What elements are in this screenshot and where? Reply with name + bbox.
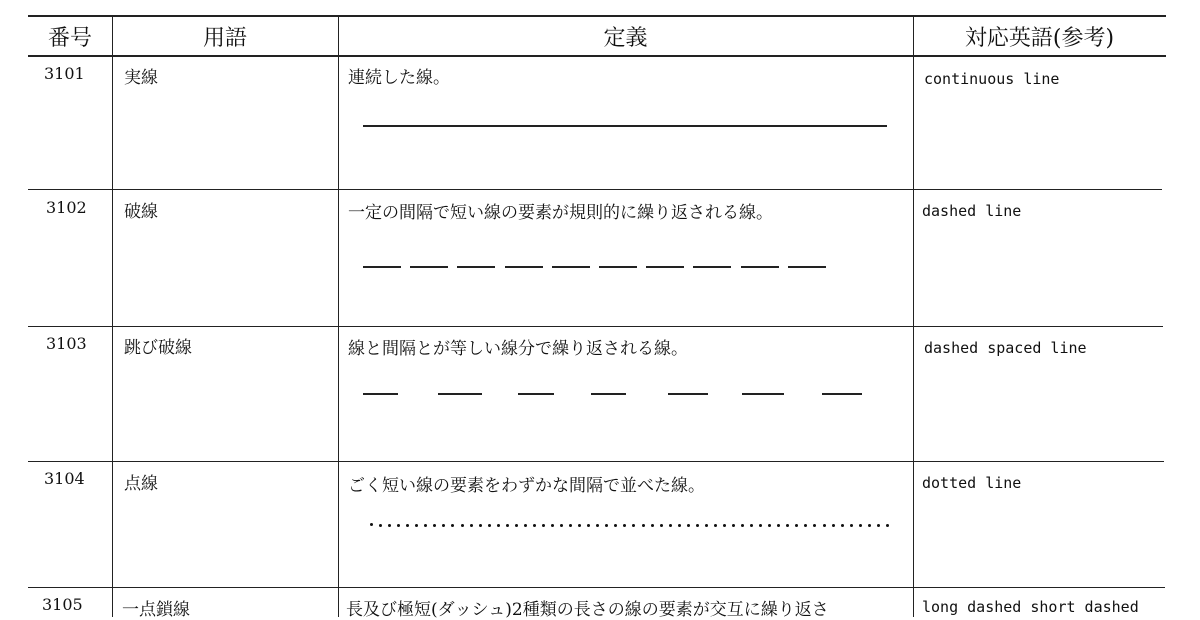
row-number: 3104 xyxy=(44,469,85,488)
line-dot xyxy=(370,523,373,526)
line-dot xyxy=(868,524,871,527)
line-dot xyxy=(587,524,590,527)
line-dot xyxy=(705,524,708,527)
line-dot xyxy=(569,524,572,527)
line-dot xyxy=(596,524,599,527)
line-dot xyxy=(768,524,771,527)
line-dot xyxy=(397,524,400,527)
line-dot xyxy=(560,524,563,527)
header-bottom-rule xyxy=(28,55,1166,57)
line-dot xyxy=(623,524,626,527)
line-dot xyxy=(669,524,672,527)
header-english: 対応英語(参考) xyxy=(964,26,1115,51)
line-dot xyxy=(859,524,862,527)
header-term: 用語 xyxy=(202,26,247,51)
line-dot xyxy=(461,524,464,527)
row-english: dotted line xyxy=(922,474,1022,492)
line-dot xyxy=(524,524,527,527)
line-dot xyxy=(515,524,518,527)
column-divider xyxy=(338,15,339,617)
line-dot xyxy=(777,524,780,527)
row-number: 3103 xyxy=(46,334,87,353)
line-dot xyxy=(632,524,635,527)
row-term: 点線 xyxy=(124,474,158,494)
row-term: 実線 xyxy=(124,68,158,88)
line-segment xyxy=(505,266,543,268)
line-dot xyxy=(696,524,699,527)
line-dot xyxy=(886,524,889,527)
line-segment xyxy=(591,393,626,395)
line-dot xyxy=(660,524,663,527)
row-divider xyxy=(28,326,1163,327)
line-dot xyxy=(470,524,473,527)
line-segment xyxy=(822,393,862,395)
row-number: 3102 xyxy=(46,198,87,217)
line-segment xyxy=(646,266,684,268)
line-dot xyxy=(379,524,382,527)
row-term: 一点鎖線 xyxy=(122,600,190,620)
line-dot xyxy=(578,524,581,527)
row-term: 破線 xyxy=(124,202,158,222)
line-segment xyxy=(552,266,590,268)
line-dot xyxy=(723,524,726,527)
row-definition: ごく短い線の要素をわずかな間隔で並べた線。 xyxy=(348,476,705,496)
row-english: long dashed short dashed xyxy=(922,598,1139,616)
row-definition: 線と間隔とが等しい線分で繰り返される線。 xyxy=(348,339,688,359)
line-dot xyxy=(823,524,826,527)
line-dot xyxy=(614,524,617,527)
line-segment xyxy=(410,266,448,268)
line-dot xyxy=(804,524,807,527)
line-segment xyxy=(518,393,554,395)
row-definition: 長及び極短(ダッシュ)2種類の長さの線の要素が交互に繰り返さ xyxy=(346,600,829,620)
line-dot xyxy=(750,524,753,527)
line-segment xyxy=(693,266,731,268)
line-dot xyxy=(841,524,844,527)
line-segment xyxy=(599,266,637,268)
line-dot xyxy=(506,524,509,527)
line-dot xyxy=(651,524,654,527)
table-top-rule xyxy=(28,15,1166,17)
line-segment xyxy=(363,393,398,395)
row-divider xyxy=(28,189,1162,190)
line-dot xyxy=(605,524,608,527)
line-dot xyxy=(551,524,554,527)
line-dot xyxy=(877,524,880,527)
line-dot xyxy=(479,524,482,527)
line-dot xyxy=(642,524,645,527)
header-number: 番号 xyxy=(47,26,92,51)
line-dot xyxy=(497,524,500,527)
line-dot xyxy=(714,524,717,527)
line-dot xyxy=(795,524,798,527)
row-divider xyxy=(28,461,1164,462)
line-dot xyxy=(741,524,744,527)
line-segment xyxy=(742,393,784,395)
column-divider xyxy=(112,15,113,617)
line-dot xyxy=(542,524,545,527)
line-segment xyxy=(363,266,401,268)
row-english: continuous line xyxy=(924,70,1060,88)
line-dot xyxy=(850,524,853,527)
line-segment xyxy=(668,393,708,395)
line-dot xyxy=(488,524,491,527)
line-segment xyxy=(741,266,779,268)
line-segment xyxy=(438,393,482,395)
line-dot xyxy=(786,524,789,527)
row-english: dashed spaced line xyxy=(924,339,1087,357)
line-dot xyxy=(813,524,816,527)
row-number: 3101 xyxy=(44,64,85,83)
line-dot xyxy=(533,524,536,527)
line-dot xyxy=(678,524,681,527)
row-divider xyxy=(28,587,1165,588)
line-dot xyxy=(442,524,445,527)
row-definition: 連続した線。 xyxy=(348,68,450,88)
line-segment xyxy=(457,266,495,268)
line-dot xyxy=(424,524,427,527)
line-dot xyxy=(732,524,735,527)
column-divider xyxy=(913,15,914,617)
line-segment xyxy=(788,266,826,268)
line-dot xyxy=(451,524,454,527)
line-dot xyxy=(832,524,835,527)
line-dot xyxy=(433,524,436,527)
line-dot xyxy=(759,524,762,527)
row-number: 3105 xyxy=(42,595,83,614)
row-term: 跳び破線 xyxy=(124,338,192,358)
row-english: dashed line xyxy=(922,202,1022,220)
header-definition: 定義 xyxy=(603,26,648,51)
row-definition: 一定の間隔で短い線の要素が規則的に繰り返される線。 xyxy=(348,203,773,223)
line-dot xyxy=(415,524,418,527)
line-dot xyxy=(406,524,409,527)
line-dot xyxy=(388,524,391,527)
line-dot xyxy=(687,524,690,527)
